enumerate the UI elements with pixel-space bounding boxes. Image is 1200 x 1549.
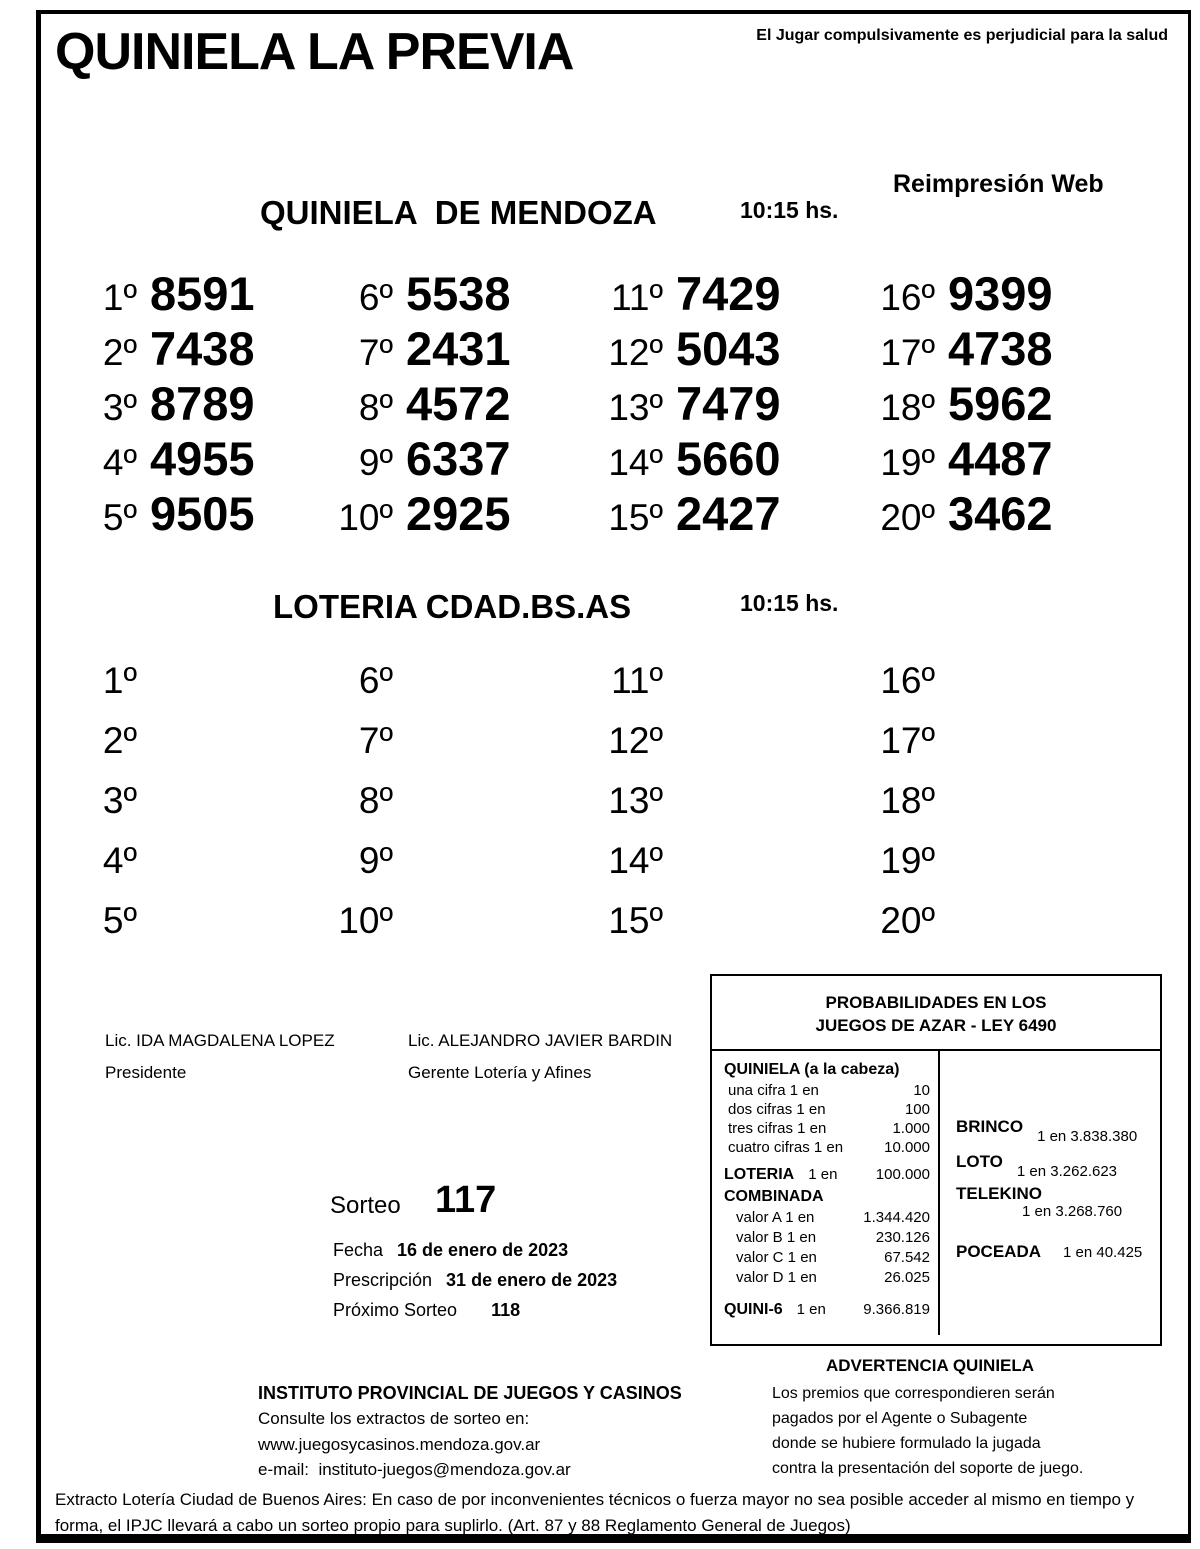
result-position-label: 10º: [338, 900, 393, 941]
odds-value: 10.000: [884, 1139, 930, 1156]
mendoza-result-cell: [318, 266, 588, 321]
result-number: 5962: [948, 377, 1053, 430]
result-position-label: 8º: [358, 780, 393, 821]
result-number: 4955: [150, 432, 255, 485]
mendoza-result-cell: [318, 376, 588, 431]
result-position-label: 17º: [880, 332, 935, 373]
game-name: POCEADA: [956, 1242, 1042, 1261]
mendoza-draw-time: 10:15 hs.: [740, 197, 839, 223]
result-position-label: 17º: [880, 720, 935, 761]
advertencia-text: [772, 1381, 1083, 1481]
result-position-label: 10º: [338, 497, 393, 538]
result-position-label: 8º: [358, 387, 393, 428]
odds-label: valor D 1 en: [736, 1269, 817, 1286]
bsas-result-cell: [860, 660, 1142, 720]
bsas-result-cell: [588, 900, 860, 960]
mendoza-result-cell: [62, 486, 318, 541]
odds-label: valor A 1 en: [736, 1209, 815, 1226]
loteria-odds-name: LOTERIA: [724, 1166, 795, 1183]
bsas-result-cell: [62, 720, 318, 780]
result-number: 5538: [406, 267, 511, 320]
probabilities-box: [710, 974, 1162, 1346]
result-position-label: 7º: [358, 332, 393, 373]
sorteo-label: Sorteo: [330, 1192, 401, 1219]
result-number: 5043: [676, 322, 781, 375]
mendoza-section-title: QUINIELA DE MENDOZA: [260, 194, 657, 231]
fecha-value: 16 de enero de 2023: [397, 1240, 569, 1260]
result-position-label: 20º: [880, 900, 935, 941]
result-position-label: 18º: [880, 387, 935, 428]
bsas-section-title: LOTERIA CDAD.BS.AS: [273, 588, 632, 625]
odds-value: 10: [913, 1082, 930, 1099]
mendoza-result-cell: [588, 376, 860, 431]
result-number: 4487: [948, 432, 1053, 485]
result-position-label: 5º: [102, 497, 137, 538]
bsas-result-cell: [318, 840, 588, 900]
loteria-odds-row: [724, 1165, 930, 1184]
mendoza-result-cell: [588, 321, 860, 376]
probabilities-title-line1: PROBABILIDADES EN LOS: [825, 993, 1047, 1012]
mendoza-result-cell: [588, 486, 860, 541]
mendoza-result-cell: [588, 266, 860, 321]
bsas-result-cell: [588, 840, 860, 900]
bsas-result-cell: [318, 780, 588, 840]
fecha-label: Fecha: [333, 1240, 384, 1260]
official-2-role: Gerente Lotería y Afines: [408, 1063, 592, 1082]
bsas-result-cell: [860, 840, 1142, 900]
mendoza-result-cell: [588, 431, 860, 486]
bsas-result-cell: [588, 660, 860, 720]
official-1-role: Presidente: [105, 1063, 187, 1082]
odds-value: 1.344.420: [863, 1209, 930, 1226]
result-position-label: 2º: [102, 720, 137, 761]
odds-value: 1.000: [892, 1120, 930, 1137]
mendoza-result-cell: [860, 266, 1142, 321]
odds-row: [724, 1100, 930, 1119]
bsas-result-cell: [62, 660, 318, 720]
official-1-name: Lic. IDA MAGDALENA LOPEZ: [105, 1031, 335, 1050]
game-odds-row: [956, 1152, 1150, 1180]
result-position-label: 9º: [358, 840, 393, 881]
result-position-label: 7º: [358, 720, 393, 761]
result-number: 7438: [150, 322, 255, 375]
mendoza-result-cell: [62, 266, 318, 321]
result-position-label: 11º: [611, 660, 663, 701]
odds-label: valor B 1 en: [736, 1229, 817, 1246]
bsas-result-cell: [860, 900, 1142, 960]
probabilities-left-column: [712, 1051, 940, 1335]
footer-line-2: forma, el IPJC llevará a cabo un sorteo propio para suplirlo. (Art. 87 y 88 Reglamento General de Juegos): [55, 1516, 851, 1535]
result-position-label: 19º: [880, 442, 935, 483]
result-position-label: 5º: [102, 900, 137, 941]
game-odds-row: [956, 1242, 1150, 1262]
advertencia-line: donde se hubiere formulado la jugada: [772, 1435, 1041, 1452]
result-number: 5660: [676, 432, 781, 485]
reprint-web-label: Reimpresión Web: [893, 170, 1104, 198]
result-position-label: 19º: [880, 840, 935, 881]
fecha-row: [333, 1240, 568, 1261]
result-number: 6337: [406, 432, 511, 485]
proximo-sorteo-label: Próximo Sorteo: [333, 1300, 458, 1320]
prescripcion-row: [333, 1270, 617, 1291]
bsas-draw-time: 10:15 hs.: [740, 590, 839, 616]
odds-value: 230.126: [875, 1229, 930, 1246]
result-position-label: 15º: [608, 497, 663, 538]
odds-row: [724, 1208, 930, 1228]
odds-row: [724, 1119, 930, 1138]
official-2-name: Lic. ALEJANDRO JAVIER BARDIN: [408, 1031, 673, 1050]
page-title: QUINIELA LA PREVIA: [55, 23, 574, 81]
loteria-odds-mid: 1 en: [808, 1166, 838, 1183]
sorteo-number: 117: [435, 1179, 497, 1221]
advertencia-line: pagados por el Agente o Subagente: [772, 1410, 1028, 1427]
mendoza-results-grid: [62, 266, 1142, 541]
game-odds-row: [956, 1117, 1150, 1145]
result-position-label: 13º: [608, 387, 663, 428]
game-name: TELEKINO: [956, 1184, 1042, 1203]
odds-label: cuatro cifras 1 en: [728, 1139, 844, 1156]
odds-row: [724, 1138, 930, 1157]
mendoza-result-cell: [860, 376, 1142, 431]
result-position-label: 2º: [102, 332, 137, 373]
game-odds-value: 1 en 3.262.623: [1016, 1163, 1118, 1180]
mendoza-result-cell: [62, 376, 318, 431]
bsas-result-cell: [860, 720, 1142, 780]
game-odds-value: 1 en 40.425: [1063, 1244, 1143, 1261]
result-position-label: 6º: [358, 660, 393, 701]
mendoza-result-cell: [62, 321, 318, 376]
bsas-result-cell: [62, 900, 318, 960]
probabilities-right-column: [940, 1051, 1160, 1335]
game-odds-value: 1 en 3.838.380: [1037, 1128, 1138, 1145]
quini6-odds-name: QUINI-6: [724, 1301, 783, 1318]
prescripcion-value: 31 de enero de 2023: [446, 1270, 618, 1290]
mendoza-result-cell: [62, 431, 318, 486]
result-position-label: 12º: [608, 720, 663, 761]
result-number: 7479: [676, 377, 781, 430]
result-number: 7429: [676, 267, 781, 320]
result-position-label: 13º: [608, 780, 663, 821]
mendoza-result-cell: [860, 321, 1142, 376]
game-odds-row: [956, 1184, 1150, 1220]
prescripcion-label: Prescripción: [333, 1270, 433, 1290]
bsas-result-cell: [860, 780, 1142, 840]
quiniela-odds-header: QUINIELA (a la cabeza): [724, 1061, 900, 1078]
footer-line-1: Extracto Lotería Ciudad de Buenos Aires: En caso de por inconvenientes técnicos o fuerza mayor no sea posible acceder al mismo en tiempo y: [55, 1490, 1135, 1509]
probabilities-title: [712, 976, 1160, 1051]
probabilities-title-line2: JUEGOS DE AZAR - LEY 6490: [815, 1016, 1057, 1035]
mendoza-result-cell: [318, 486, 588, 541]
quini6-odds-mid: 1 en: [796, 1301, 826, 1318]
result-position-label: 1º: [102, 660, 137, 701]
mendoza-result-cell: [860, 431, 1142, 486]
result-number: 9399: [948, 267, 1053, 320]
instituto-email: e-mail: instituto-juegos@mendoza.gov.ar: [258, 1460, 571, 1479]
footer-legal-text: [55, 1487, 1170, 1539]
odds-label: tres cifras 1 en: [728, 1120, 827, 1137]
bsas-result-cell: [588, 780, 860, 840]
result-position-label: 18º: [880, 780, 935, 821]
odds-row: [724, 1228, 930, 1248]
quiniela-odds-rows: [724, 1081, 930, 1157]
advertencia-title: ADVERTENCIA QUINIELA: [825, 1356, 1035, 1375]
result-position-label: 14º: [608, 442, 663, 483]
bsas-result-cell: [318, 720, 588, 780]
result-position-label: 11º: [611, 277, 663, 318]
instituto-title: INSTITUTO PROVINCIAL DE JUEGOS Y CASINOS: [258, 1383, 682, 1403]
odds-label: valor C 1 en: [736, 1249, 817, 1266]
result-number: 3462: [948, 487, 1053, 540]
result-position-label: 9º: [358, 442, 393, 483]
odds-row: [724, 1081, 930, 1100]
game-odds-value: 1 en 3.268.760: [1022, 1203, 1123, 1220]
odds-row: [724, 1248, 930, 1268]
advertencia-line: contra la presentación del soporte de juego.: [772, 1460, 1084, 1477]
quini6-odds-row: [724, 1300, 930, 1319]
health-warning-text: El Jugar compulsivamente es perjudicial para la salud: [756, 27, 1168, 44]
mendoza-result-cell: [860, 486, 1142, 541]
result-number: 4572: [406, 377, 511, 430]
result-position-label: 16º: [880, 660, 935, 701]
odds-label: una cifra 1 en: [728, 1082, 819, 1099]
combinada-odds-rows: [724, 1208, 930, 1288]
bsas-result-cell: [62, 780, 318, 840]
result-position-label: 4º: [102, 840, 137, 881]
result-position-label: 20º: [880, 497, 935, 538]
odds-value: 26.025: [884, 1269, 930, 1286]
proximo-sorteo-row: [333, 1300, 520, 1321]
odds-label: dos cifras 1 en: [728, 1101, 826, 1118]
instituto-consulte-line: Consulte los extractos de sorteo en:: [258, 1409, 530, 1428]
result-number: 9505: [150, 487, 255, 540]
result-position-label: 6º: [358, 277, 393, 318]
odds-row: [724, 1268, 930, 1288]
result-number: 2431: [406, 322, 511, 375]
result-number: 4738: [948, 322, 1053, 375]
result-number: 8789: [150, 377, 255, 430]
result-position-label: 15º: [608, 900, 663, 941]
odds-value: 100: [904, 1101, 930, 1118]
probabilities-body: [712, 1051, 1160, 1335]
result-position-label: 4º: [102, 442, 137, 483]
advertencia-line: Los premios que correspondieren serán: [772, 1385, 1055, 1402]
odds-value: 67.542: [884, 1249, 930, 1266]
result-position-label: 3º: [102, 387, 137, 428]
result-position-label: 14º: [608, 840, 663, 881]
instituto-website: www.juegosycasinos.mendoza.gov.ar: [258, 1435, 541, 1454]
result-number: 2427: [676, 487, 781, 540]
result-position-label: 16º: [880, 277, 935, 318]
result-number: 8591: [150, 267, 255, 320]
bsas-result-cell: [62, 840, 318, 900]
result-position-label: 3º: [102, 780, 137, 821]
bsas-result-cell: [318, 660, 588, 720]
result-position-label: 12º: [608, 332, 663, 373]
game-name: BRINCO: [956, 1117, 1024, 1136]
combinada-odds-header: COMBINADA: [724, 1188, 824, 1205]
bsas-result-cell: [588, 720, 860, 780]
bsas-results-grid: [62, 660, 1142, 960]
result-number: 2925: [406, 487, 511, 540]
bsas-result-cell: [318, 900, 588, 960]
result-position-label: 1º: [102, 277, 137, 318]
mendoza-result-cell: [318, 431, 588, 486]
mendoza-result-cell: [318, 321, 588, 376]
proximo-sorteo-value: 118: [491, 1300, 521, 1320]
game-name: LOTO: [956, 1152, 1003, 1171]
quini6-odds-value: 9.366.819: [863, 1301, 930, 1318]
loteria-odds-value: 100.000: [875, 1166, 930, 1183]
